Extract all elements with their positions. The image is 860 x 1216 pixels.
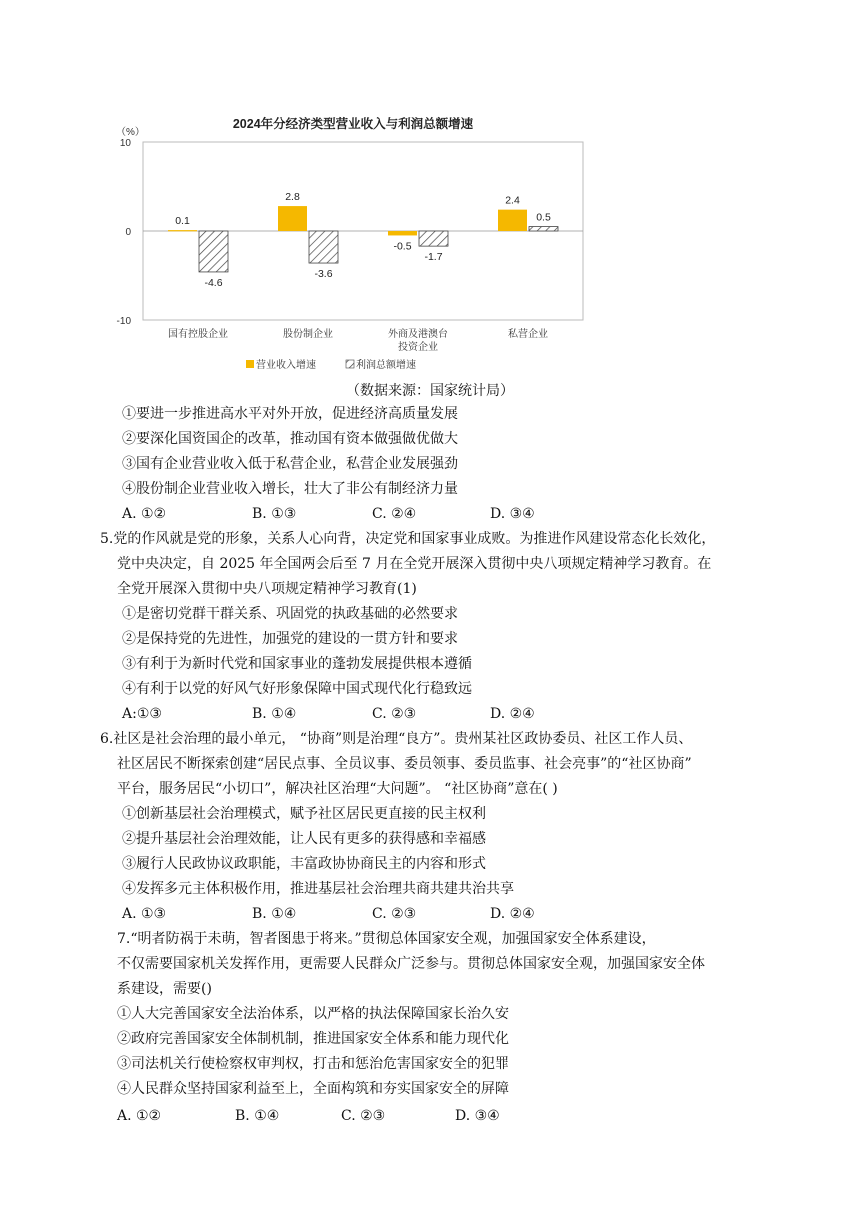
x-tick-label: 股份制企业 (283, 329, 333, 340)
x-tick-label: 外商及港澳台 (388, 329, 448, 340)
q7-stem-line-2: 不仅需要国家机关发挥作用，更需要人民群众广泛参与。贯彻总体国家安全观，加强国家安全体 (117, 956, 705, 972)
q6-option-a[interactable]: A. ①③ (122, 906, 167, 922)
y-tick-label: 0 (125, 227, 131, 238)
x-tick-label: 国有控股企业 (168, 329, 228, 340)
data-label: 0.1 (175, 215, 190, 228)
q5-options (122, 704, 535, 724)
bar-revenue (498, 210, 527, 231)
q4-item-1: ①要进一步推进高水平对外开放，促进经济高质量发展 (122, 406, 458, 422)
data-label: -1.7 (424, 251, 443, 264)
q4-option-d[interactable]: D. ③④ (490, 506, 535, 522)
q5-option-b[interactable]: B. ①④ (252, 706, 297, 722)
q5-item-2: ②是保持党的先进性，加强党的建设的一贯方针和要求 (122, 631, 458, 647)
q7-stem-line-1: 7.“明者防祸于未萌，智者图患于将来。”贯彻总体国家安全观，加强国家安全体系建设， (117, 931, 656, 947)
x-tick-label: 私营企业 (508, 329, 548, 340)
y-axis-unit: （%） (116, 127, 145, 138)
bar-revenue (388, 231, 417, 235)
data-label: -3.6 (314, 268, 333, 281)
q4-option-c[interactable]: C. ②④ (372, 506, 417, 522)
data-label: 2.4 (505, 194, 520, 207)
q5-option-c[interactable]: C. ②③ (372, 706, 417, 722)
q4-option-b[interactable]: B. ①③ (252, 506, 297, 522)
q5-item-1: ①是密切党群干群关系、巩固党的执政基础的必然要求 (122, 606, 458, 622)
q6-item-3: ③履行人民政协议政职能，丰富政协协商民主的内容和形式 (122, 856, 486, 872)
bar-profit (419, 231, 448, 246)
q5-item-4: ④有利于以党的好风气好形象保障中国式现代化行稳致远 (122, 681, 472, 697)
q7-item-3: ③司法机关行使检察权审判权，打击和惩治危害国家安全的犯罪 (117, 1056, 509, 1072)
legend-label: 利润总额增速 (356, 360, 416, 371)
q5-stem-line-1: 5.党的作风就是党的形象，关系人心向背，决定党和国家事业成败。为推进作风建设常态化长效化， (100, 531, 716, 547)
data-label: -0.5 (393, 240, 412, 253)
legend-label: 营业收入增速 (256, 360, 316, 371)
q6-option-d[interactable]: D. ②④ (490, 906, 535, 922)
data-source-note: （数据来源：国家统计局） (346, 383, 514, 399)
q4-item-2: ②要深化国资国企的改革，推动国有资本做强做优做大 (122, 431, 458, 447)
q7-option-c[interactable]: C. ②③ (341, 1108, 386, 1124)
q7-item-2: ②政府完善国家安全体制机制，推进国家安全体系和能力现代化 (117, 1031, 509, 1047)
q7-option-a[interactable]: A. ①② (117, 1108, 162, 1124)
y-tick-label: 10 (119, 138, 131, 149)
data-label: -4.6 (204, 276, 223, 289)
q6-stem-line-2: 社区居民不断探索创建“居民点事、全员议事、委员领事、委员监事、社会亮事”的“社区协商” (117, 756, 692, 772)
legend-swatch (346, 360, 354, 368)
q7-options (117, 1106, 500, 1126)
q4-options (122, 504, 535, 524)
bar-revenue (168, 230, 197, 231)
data-label: 2.8 (285, 191, 300, 204)
q5-option-a[interactable]: A:①③ (122, 706, 162, 722)
q7-item-1: ①人大完善国家安全法治体系，以严格的执法保障国家长治久安 (117, 1006, 509, 1022)
q5-stem-line-3: 全党开展深入贯彻中央八项规定精神学习教育(1) (117, 581, 417, 597)
q7-option-b[interactable]: B. ①④ (235, 1108, 280, 1124)
growth-rate-chart (108, 108, 598, 380)
q5-option-d[interactable]: D. ②④ (490, 706, 535, 722)
y-tick-label: -10 (116, 316, 131, 327)
legend-swatch (246, 360, 254, 368)
q7-option-d[interactable]: D. ③④ (455, 1108, 500, 1124)
q5-stem-line-2: 党中央决定，自 2025 年全国两会后至 7 月在全党开展深入贯彻中央八项规定精神学习教育。在 (117, 556, 712, 572)
q6-stem-line-3: 平台，服务居民“小切口”，解决社区治理“大问题”。 “社区协商”意在( ) (117, 781, 558, 797)
q7-stem-line-3: 系建设，需要() (117, 981, 212, 997)
q6-options (122, 904, 535, 924)
q6-item-1: ①创新基层社会治理模式，赋予社区居民更直接的民主权利 (122, 806, 486, 822)
chart-title: 2024年分经济类型营业收入与利润总额增速 (232, 117, 474, 131)
q6-option-b[interactable]: B. ①④ (252, 906, 297, 922)
q6-option-c[interactable]: C. ②③ (372, 906, 417, 922)
q6-item-2: ②提升基层社会治理效能，让人民有更多的获得感和幸福感 (122, 831, 486, 847)
bar-revenue (278, 206, 307, 231)
data-label: 0.5 (536, 211, 551, 224)
q4-item-3: ③国有企业营业收入低于私营企业，私营企业发展强劲 (122, 456, 458, 472)
bar-profit (529, 227, 558, 231)
bar-profit (309, 231, 338, 263)
q7-item-4: ④人民群众坚持国家利益至上，全面构筑和夯实国家安全的屏障 (117, 1081, 509, 1097)
q6-item-4: ④发挥多元主体积极作用，推进基层社会治理共商共建共治共享 (122, 881, 514, 897)
x-tick-label: 投资企业 (398, 342, 438, 353)
q5-item-3: ③有利于为新时代党和国家事业的蓬勃发展提供根本遵循 (122, 656, 472, 672)
q4-option-a[interactable]: A. ①② (122, 506, 167, 522)
q6-stem-line-1: 6.社区是社会治理的最小单元， “协商”则是治理“良方”。贵州某社区政协委员、社区工作人员、 (100, 731, 693, 747)
bar-profit (199, 231, 228, 272)
chart-svg (108, 108, 598, 380)
q4-item-4: ④股份制企业营业收入增长，壮大了非公有制经济力量 (122, 481, 458, 497)
